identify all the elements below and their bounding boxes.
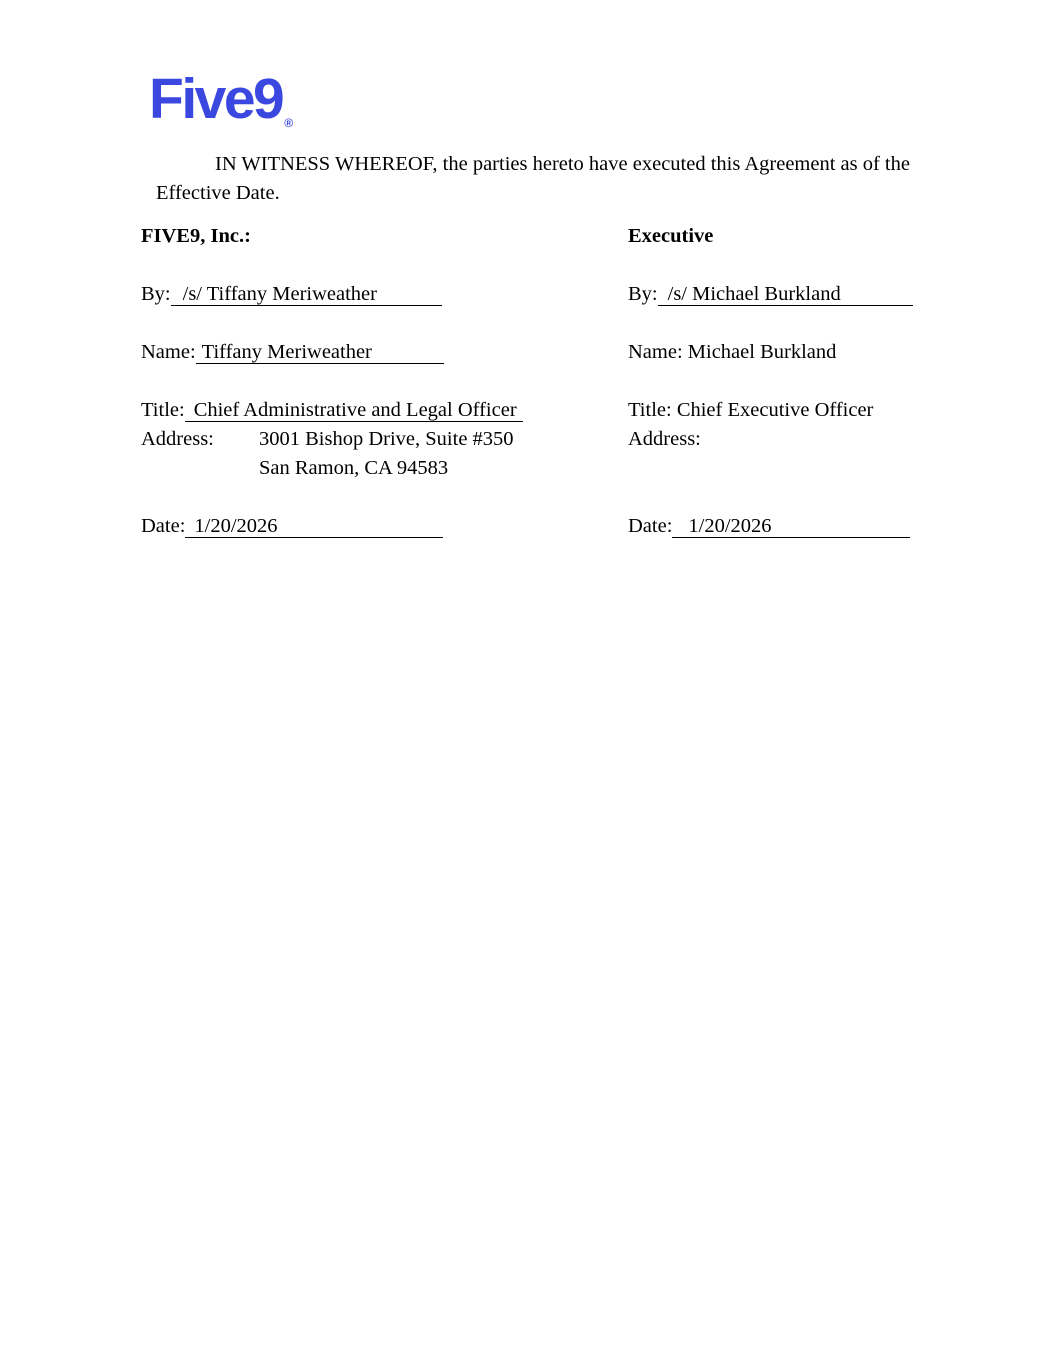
executive-name-line bbox=[628, 338, 941, 367]
witness-whereof-paragraph: IN WITNESS WHEREOF, the parties hereto have executed this Agreement as of the Effective Date. bbox=[156, 153, 910, 204]
executive-name-value: Michael Burkland bbox=[687, 341, 837, 363]
executive-by-signature-line bbox=[658, 282, 913, 306]
signature-block bbox=[141, 222, 941, 541]
name-row bbox=[141, 338, 941, 367]
executive-address-line bbox=[628, 425, 941, 454]
company-by-signature: /s/ Tiffany Meriweather bbox=[182, 283, 377, 305]
executive-title-label: Title: bbox=[628, 399, 672, 421]
company-by-signature-line bbox=[171, 282, 442, 306]
executive-title-value: Chief Executive Officer bbox=[676, 399, 874, 421]
company-address-line bbox=[141, 425, 628, 454]
spacer bbox=[141, 251, 941, 280]
company-by-line bbox=[141, 280, 628, 309]
company-name-label: Name: bbox=[141, 341, 196, 363]
company-address-line1: 3001 Bishop Drive, Suite #350 bbox=[259, 428, 514, 450]
company-name-line bbox=[141, 338, 628, 367]
company-date-label: Date: bbox=[141, 515, 186, 537]
party-headings-row bbox=[141, 222, 941, 251]
spacer bbox=[141, 309, 941, 338]
by-row bbox=[141, 280, 941, 309]
executive-name-label: Name: bbox=[628, 341, 683, 363]
five9-logo-text: Five9 bbox=[149, 67, 283, 131]
executive-date-label: Date: bbox=[628, 515, 673, 537]
executive-address-label: Address: bbox=[628, 428, 701, 450]
address-row bbox=[141, 425, 941, 454]
company-title-underline bbox=[185, 398, 523, 422]
company-address-line2-wrap bbox=[141, 454, 746, 483]
executive-title-line bbox=[628, 396, 941, 425]
title-row bbox=[141, 396, 941, 425]
executive-date-line bbox=[628, 512, 941, 541]
company-date-line bbox=[141, 512, 628, 541]
executive-by-line bbox=[628, 280, 941, 309]
executive-by-signature: /s/ Michael Burkland bbox=[667, 283, 841, 305]
spacer bbox=[141, 483, 941, 512]
executive-date-value: 1/20/2026 bbox=[688, 515, 772, 537]
company-address-line2: San Ramon, CA 94583 bbox=[259, 457, 449, 479]
date-row bbox=[141, 512, 941, 541]
five9-logo bbox=[149, 67, 294, 131]
company-name-underline bbox=[196, 340, 444, 364]
address-row-2 bbox=[141, 454, 941, 483]
spacer bbox=[141, 367, 941, 396]
company-date-value: 1/20/2026 bbox=[194, 515, 278, 537]
company-name-value: Tiffany Meriweather bbox=[201, 341, 372, 363]
company-date-underline bbox=[185, 514, 443, 538]
company-address-label: Address: bbox=[141, 428, 214, 450]
executive-by-label: By: bbox=[628, 283, 658, 305]
registered-trademark-icon: ® bbox=[284, 116, 294, 130]
company-title-line bbox=[141, 396, 628, 425]
company-title-value: Chief Administrative and Legal Officer bbox=[193, 399, 517, 421]
company-by-label: By: bbox=[141, 283, 171, 305]
executive-heading: Executive bbox=[628, 225, 714, 247]
executive-date-underline bbox=[672, 514, 910, 538]
company-title-label: Title: bbox=[141, 399, 185, 421]
empty-cell bbox=[746, 454, 941, 483]
company-heading: FIVE9, Inc.: bbox=[141, 225, 251, 247]
